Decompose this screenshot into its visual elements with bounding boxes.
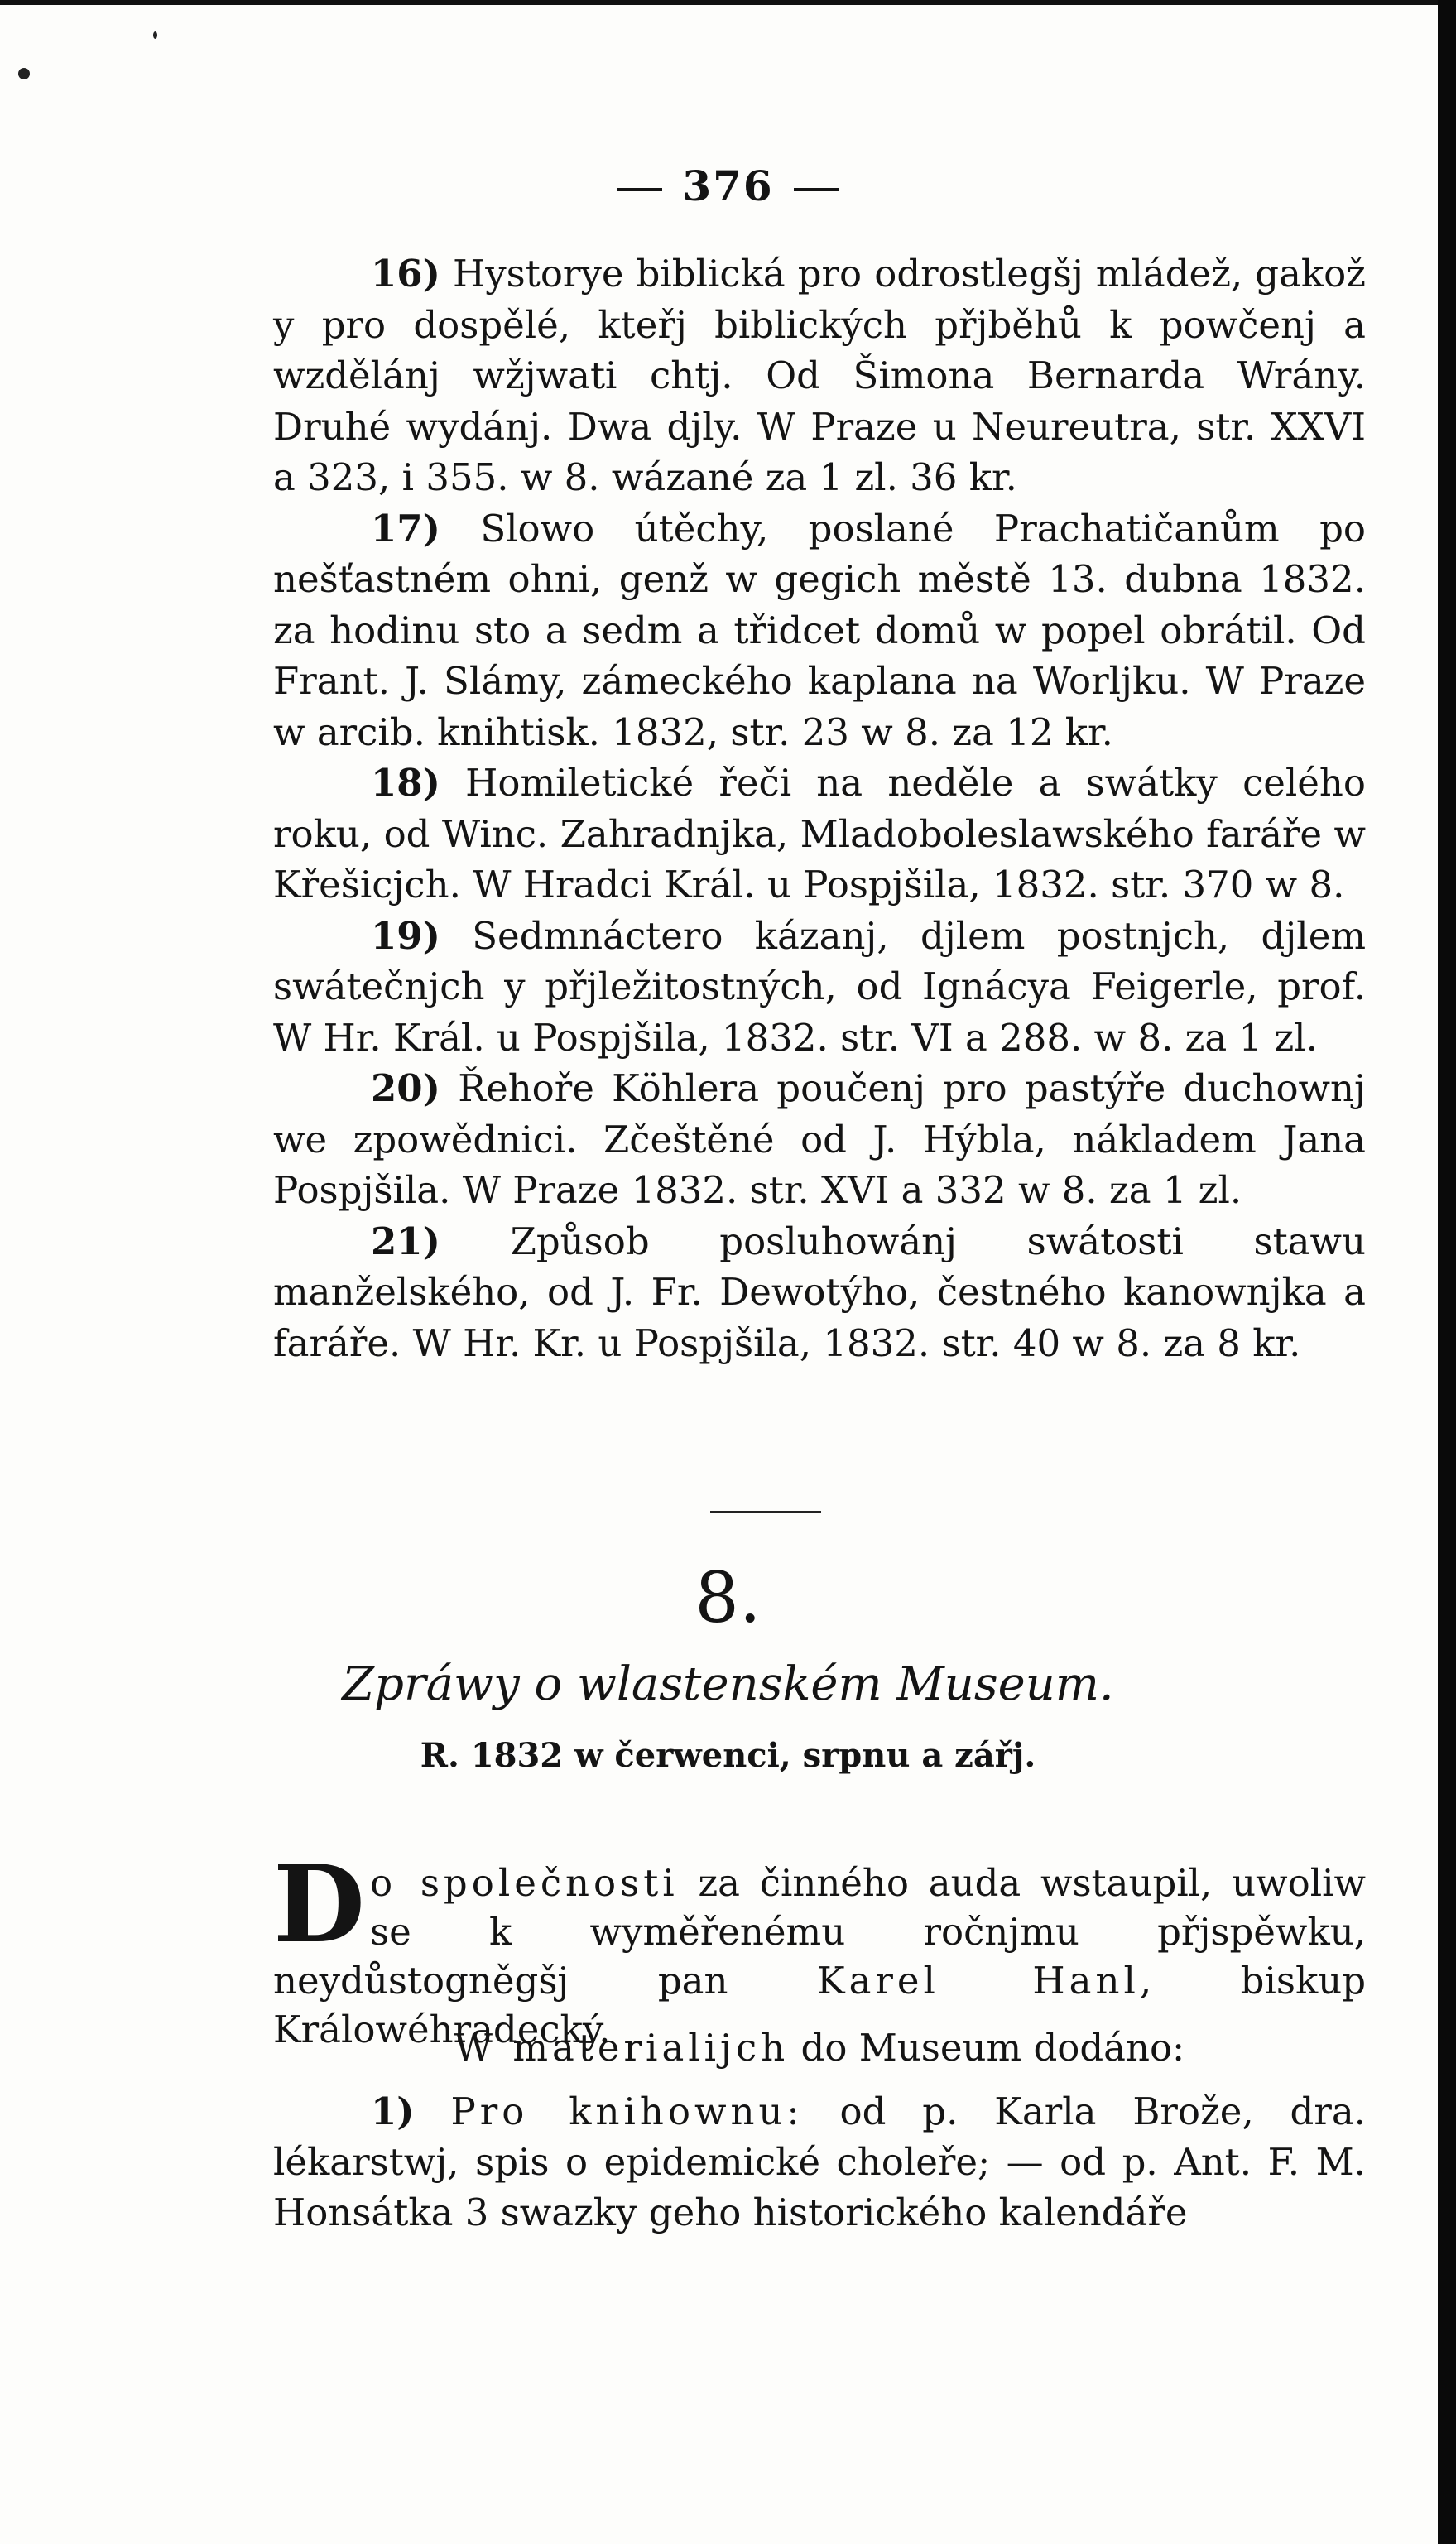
section-divider: [710, 1511, 821, 1513]
list-item: [273, 1063, 1366, 1216]
intro-tail: , biskup Králowéhradecký.: [273, 1959, 1367, 2051]
item-number: 1): [371, 2090, 415, 2133]
entry-text: Hystorye biblická pro odrostlegšj mládež, gakož y pro dospělé, kteřj biblických přjběhů k powčenj a wzdělánj wžjwati chtj. Od Šimona Bernarda Wrány. Druhé wydánj. Dwa djly. W Praze u Neureutra, str. XXVI a 323, i 355. w 8. wázané za 1 zl. 36 kr.: [273, 252, 1366, 499]
member-name: Karel Hanl: [816, 1959, 1140, 2003]
entry-number: 16): [371, 252, 440, 296]
supplied-tail: do Museum dodáno:: [789, 2026, 1185, 2070]
entry-number: 19): [371, 913, 440, 958]
page-number: [0, 161, 1456, 210]
supplied-lead: W materialijch: [454, 2026, 790, 2070]
dash-left: [617, 188, 662, 191]
entry-text: Homiletické řeči na neděle a swátky celého roku, od Winc. Zahradnjka, Mladoboleslawského faráře w Křešicjch. W Hradci Král. u Pospjšila, 1832. str. 370 w 8.: [273, 761, 1366, 907]
supplied-heading: [273, 2022, 1366, 2073]
entry-number: 17): [371, 506, 440, 551]
section-title: Zpráwy o wlastenském Museum.: [342, 1657, 1114, 1711]
entry-number: 21): [371, 1219, 440, 1263]
list-item: [273, 911, 1366, 1064]
scan-speck: [153, 31, 157, 39]
section-date: R. 1832 w čerwenci, srpnu a zářj.: [420, 1736, 1036, 1775]
list-item: [273, 757, 1366, 911]
page-number-text: 376: [682, 161, 774, 210]
scan-edge-top: [0, 0, 1456, 5]
list-item: [273, 1216, 1366, 1369]
scan-edge-right: [1438, 0, 1456, 2544]
list-item: [273, 503, 1366, 758]
entry-text: Řehoře Köhlera poučenj pro pastýře duchownj we zpowědnici. Zčeštěné od J. Hýbla, nákladem Jana Pospjšila. W Praze 1832. str. XVI a 332 w 8. za 1 zl.: [273, 1066, 1366, 1212]
donation-item: [273, 2086, 1366, 2238]
item-lead: Pro knihownu:: [450, 2090, 804, 2133]
drop-cap: D: [273, 1843, 365, 1967]
entry-number: 18): [371, 761, 440, 805]
intro-lead: o společnosti: [370, 1861, 679, 1905]
section-number: 8.: [694, 1557, 762, 1638]
entry-text: Způsob posluhowánj swátosti stawu manželského, od J. Fr. Dewotýho, čestného kanownjka a faráře. W Hr. Kr. u Pospjšila, 1832. str. 40 w 8. za 8 kr.: [273, 1219, 1366, 1365]
entry-number: 20): [371, 1066, 440, 1110]
list-item: [273, 248, 1366, 503]
intro-text: za činného auda wstaupil, uwoliw se k wyměřenému ročnjmu přjspěwku, neydůstogněgšj pan: [273, 1861, 1366, 2003]
dash-right: [794, 188, 839, 191]
entry-text: Sedmnáctero kázanj, djlem postnjch, djlem swátečnjch y přjležitostných, od Ignácya Feigerle, prof. W Hr. Král. u Pospjšila, 1832. str. VI a 288. w 8. za 1 zl.: [273, 913, 1366, 1060]
item-text: od p. Karla Brože, dra. lékarstwj, spis o epidemické choleře; — od p. Ant. F. M. Honsátka 3 swazky geho historického kalendáře: [273, 2090, 1366, 2234]
entry-text: Slowo útěchy, poslané Prachatičanům po nešťastném ohni, genž w gegich městě 13. dubna 1832. za hodinu sto a sedm a třidcet domů w popel obrátil. Od Frant. J. Slámy, zámeckého kaplana na Worljku. W Praze w arcib. knihtisk. 1832, str. 23 w 8. za 12 kr.: [273, 506, 1366, 754]
scan-speck: [18, 68, 30, 79]
bibliography-list: [273, 248, 1366, 1368]
